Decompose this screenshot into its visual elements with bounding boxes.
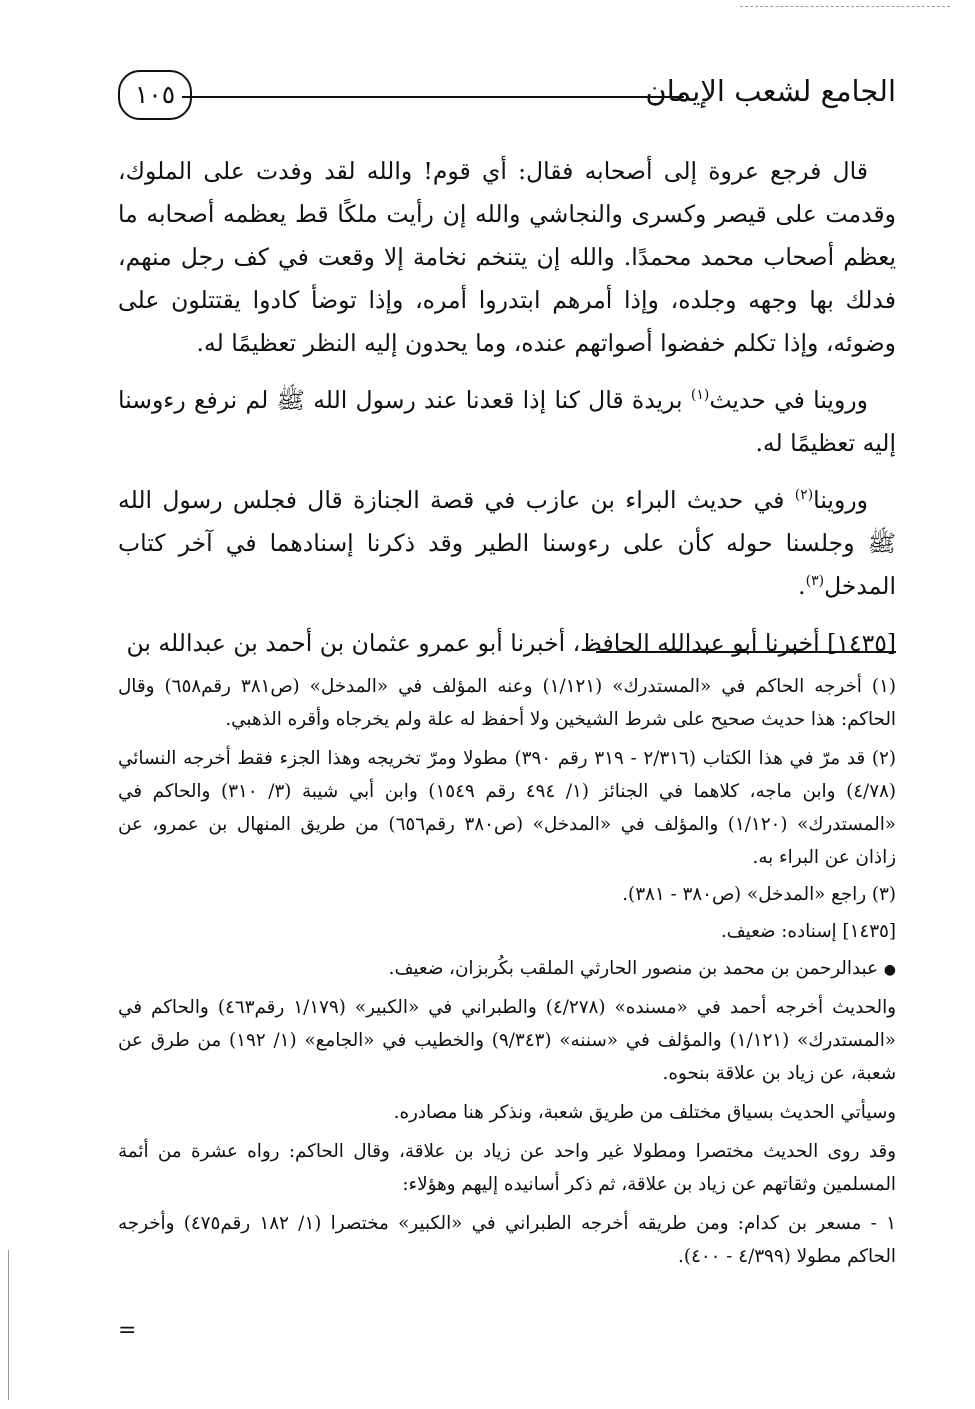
burayda-text-start: وروينا في حديث	[709, 386, 869, 414]
footnotes	[118, 670, 896, 1277]
paragraph-urwa: قال فرجع عروة إلى أصحابه فقال: أي قوم! والله لقد وفدت على الملوك، وقدمت على قيصر وكسرى والنجاشي والله إن رأيت ملكًا قط يعظمه أصحابه ما يعظم أصحاب محمد محمدًا. والله إن يتنخم نخامة إلا وقعت في كف رجل منهم، فدلك بها وجهه وجلده، وإذا أمرهم ابتدروا أمره، وإذا توضأ كادوا يقتتلون على وضوئه، وإذا تكلم خفضوا أصواتهم عنده، وما يحدون إليه النظر تعظيمًا له.	[118, 157, 896, 357]
footnote-ref-1: (١)	[690, 387, 710, 404]
paragraph-baraa	[118, 479, 896, 608]
takhrij-note: والحديث أخرجه أحمد في «مسنده» (٤/٢٧٨) والطبراني في «الكبير» (١/١٧٩ رقم٤٦٣) والحاكم في «المستدرك» (١/١٢١) والمؤلف في «سننه» (٩/٣٤٣) والخطيب في «الجامع» (١/ ١٩٢) من طرق عن شعبة، عن زياد بن علاقة بنحوه.	[118, 997, 896, 1084]
main-text	[118, 150, 896, 679]
narrator-note	[118, 952, 896, 987]
footnote-ref-2: (٢)	[794, 487, 814, 504]
baraa-text-middle: في حديث البراء بن عازب في قصة الجنازة قال فجلس رسول الله ﷺ وجلسنا حوله كأن على رءوسنا الطير وقد ذكرنا إسنادهما في آخر كتاب المدخل	[118, 486, 896, 600]
header-rule	[182, 96, 684, 98]
paragraph-isnad-1435: [١٤٣٥] أخبرنا أبو عبدالله الحافظ، أخبرنا أبو عمرو عثمان بن أحمد بن عبدالله بن	[126, 629, 896, 657]
footnote-2: (٢) قد مرّ في هذا الكتاب (٢/٣١٦ - ٣١٩ رقم ٣٩٠) مطولا ومرّ تخريجه وهذا الجزء فقط أخرجه النسائي (٤/٧٨) وابن ماجه، كلاهما في الجنائز (١/ ٤٩٤ رقم ١٥٤٩) وابن أبي شيبة (٣/ ٣١٠) والحاكم في «المستدرك» (١/١٢٠) والمؤلف في «المدخل» (ص٣٨٠ رقم٦٥٦) من طريق المنهال بن عمرو، عن زاذان عن البراء به.	[118, 748, 896, 868]
misar-note: ١ - مسعر بن كدام: ومن طريقه أخرجه الطبراني في «الكبير» مختصرا (١/ ١٨٢ رقم٤٧٥) وأخرجه الحاكم مطولا (٤/٣٩٩ - ٤٠٠).	[118, 1213, 896, 1267]
bullet-icon: ●	[883, 962, 896, 978]
narrator-text: عبدالرحمن بن محمد بن منصور الحارثي الملقب بكُربزان، ضعيف.	[388, 958, 884, 979]
paragraph-burayda	[118, 379, 896, 465]
siyaq-note: وسيأتي الحديث بسياق مختلف من طريق شعبة، ونذكر هنا مصادره.	[393, 1102, 896, 1123]
running-title: الجامع لشعب الإيمان	[645, 74, 896, 108]
footnote-separator	[596, 651, 896, 653]
page-number-badge: ١٠٥	[118, 70, 192, 120]
left-edge-rule	[8, 1250, 9, 1400]
continuation-mark: =	[118, 1318, 137, 1343]
burayda-text-end: بريدة قال كنا إذا قعدنا عند رسول الله ﷺ لم نرفع رءوسنا إليه تعظيمًا له.	[118, 386, 896, 457]
top-edge-rule	[740, 6, 950, 7]
footnote-3: (٣) راجع «المدخل» (ص٣٨٠ - ٣٨١).	[622, 884, 896, 905]
baraa-text-start: وروينا	[813, 486, 868, 514]
isnad-grade: [١٤٣٥] إسناده: ضعيف.	[720, 921, 896, 942]
baraa-text-end: .	[798, 572, 806, 600]
page-header	[118, 70, 896, 130]
riwaya-note: وقد روى الحديث مختصرا ومطولا غير واحد عن زياد بن علاقة، وقال الحاكم: رواه عشرة من أئمة المسلمين وثقاتهم عن زياد بن علاقة، ثم ذكر أسانيده إليهم وهؤلاء:	[118, 1141, 896, 1195]
footnote-1: (١) أخرجه الحاكم في «المستدرك» (١/١٢١) وعنه المؤلف في «المدخل» (ص٣٨١ رقم٦٥٨) وقال الحاكم: هذا حديث صحيح على شرط الشيخين ولا أحفظ له علة ولم يخرجاه وأقره الذهبي.	[118, 676, 896, 730]
footnote-ref-3: (٣)	[805, 573, 825, 590]
